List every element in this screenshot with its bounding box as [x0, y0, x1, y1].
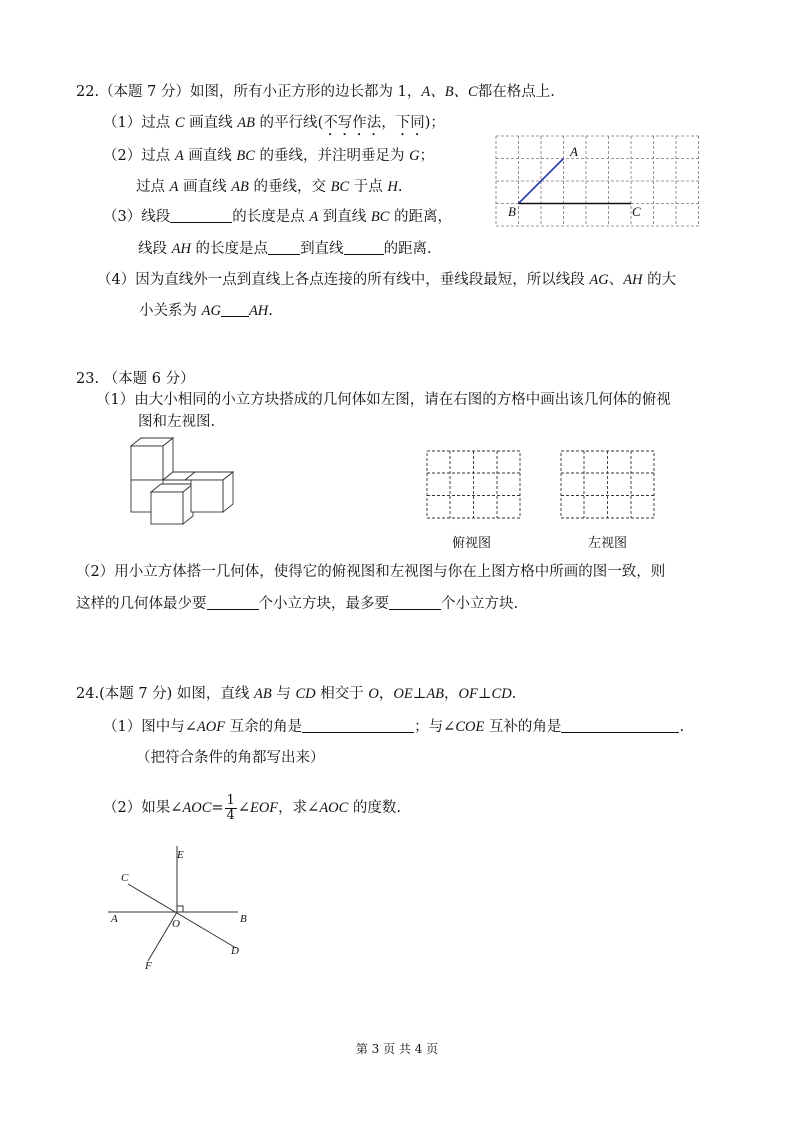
grid-label-b: B: [508, 204, 516, 219]
left-view-grid[interactable]: [560, 450, 656, 520]
q24-heading: 24.(本题 7 分) 如图，直线 AB 与 CD 相交于 O，OE⊥AB，OF⊥CD.: [76, 686, 517, 702]
q22-part2b: 过点 A 画直线 AB 的垂线，交 BC 于点 H.: [136, 179, 403, 195]
q22-part3: （3）线段 的长度是点 A 到直线 BC 的距离，: [103, 209, 453, 225]
q24-part1-note: （把符合条件的角都写出来）: [136, 750, 325, 766]
q23-heading: 23. （本题 6 分）: [76, 371, 195, 387]
fig-label-c: C: [121, 872, 129, 884]
q23-part1b: 图和左视图.: [138, 414, 216, 430]
q24-angle-figure: [100, 840, 260, 980]
q24-part2: （2）如果∠AOC= $\frac{1}{4}$ ∠EOF，求∠AOC 的度数.: [103, 792, 402, 823]
left-view-caption: 左视图: [588, 536, 628, 551]
line-cd: [128, 884, 236, 948]
q23-part1: （1）由大小相同的小立方块搭成的几何体如左图，请在右图的方格中画出该几何体的俯视: [96, 392, 671, 408]
fig-label-a: A: [111, 913, 118, 925]
fig-label-o: O: [172, 918, 180, 930]
fig-label-b: B: [240, 913, 247, 925]
fig-label-f: F: [145, 960, 152, 972]
q22-part2: （2）过点 A 画直线 BC 的垂线，并注明垂足为 G；: [103, 148, 435, 164]
grid-label-c: C: [632, 204, 641, 219]
fig-label-e: E: [177, 849, 184, 861]
q22-grid-figure: [496, 136, 700, 228]
q22-heading: 22.（本题 7 分）如图，所有小正方形的边长都为 1，A、B、C都在格点上.: [76, 84, 555, 100]
right-angle-mark: [177, 906, 183, 912]
q23-part2: （2）用小立方体搭一几何体，使得它的俯视图和左视图与你在上图方格中所画的图一致，则: [76, 564, 666, 580]
q23-part2b: 这样的几何体最少要 个小立方块，最多要 个小立方块.: [76, 596, 519, 612]
q22-part4: （4）因为直线外一点到直线上各点连接的所有线中，垂线段最短，所以线段 AG、AH 的大: [97, 272, 677, 288]
q22-part1: （1）过点 C 画直线 AB 的平行线(不写作法，下同)；: [103, 115, 445, 131]
fraction-one-quarter: $\frac{1}{4}$: [226, 792, 235, 823]
page-footer: 第 3 页 共 4 页: [355, 1042, 439, 1056]
top-view-grid[interactable]: [426, 450, 522, 520]
q24-part1: （1）图中与∠AOF 互余的角是 ；与∠COE 互补的角是 .: [103, 719, 685, 735]
fig-label-d: D: [231, 945, 239, 957]
q22-part3b: 线段 AH 的长度是点 到直线 的距离.: [138, 241, 432, 257]
grid-label-a: A: [570, 144, 578, 159]
q22-part4b: 小关系为 AG AH.: [139, 303, 273, 319]
q23-cube-figure: [128, 438, 240, 526]
top-view-caption: 俯视图: [452, 536, 492, 551]
